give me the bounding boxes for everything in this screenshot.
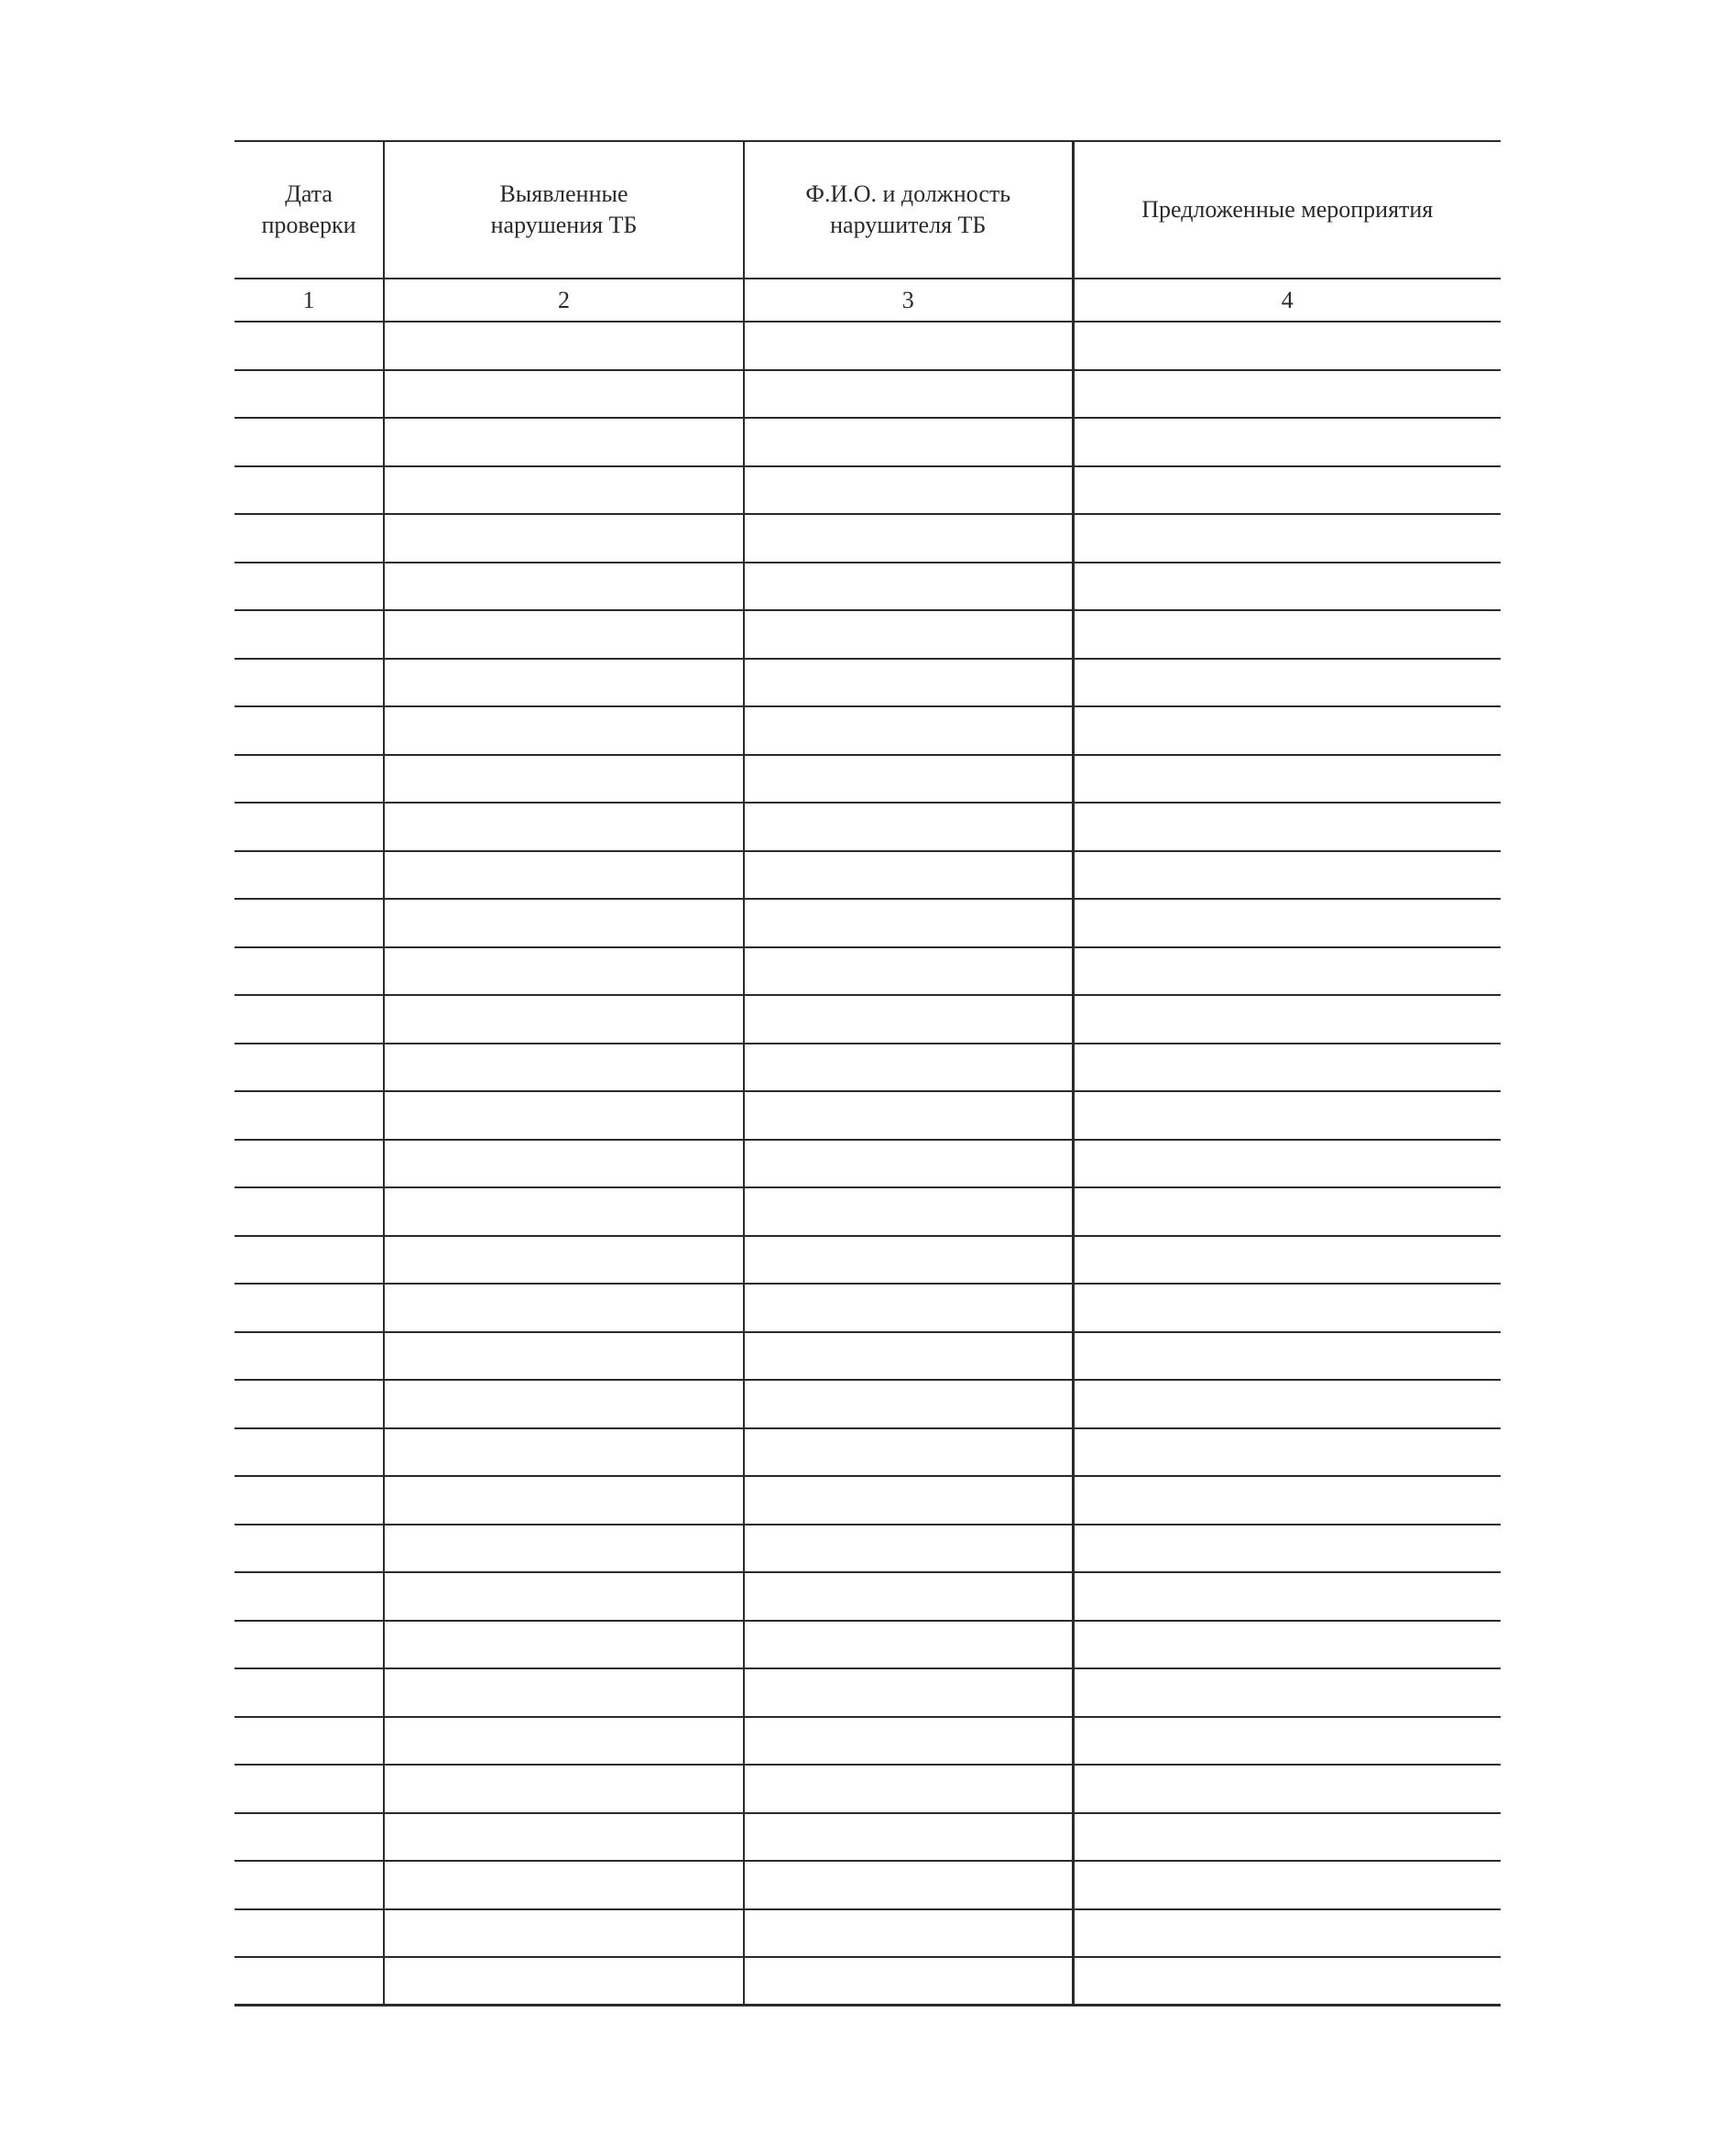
table-row — [235, 1284, 1501, 1332]
cell-violator — [744, 1525, 1073, 1573]
header-check-date — [235, 141, 384, 279]
header-measures — [1073, 141, 1501, 279]
cell-date — [235, 1572, 384, 1621]
cell-date — [235, 1380, 384, 1428]
cell-violations — [384, 1140, 744, 1188]
cell-violations — [384, 466, 744, 515]
table-row — [235, 659, 1501, 707]
header-row — [235, 141, 1501, 279]
header-check-date-line-1: Дата — [285, 180, 333, 207]
cell-violator — [744, 1428, 1073, 1477]
cell-violations — [384, 1909, 744, 1958]
cell-date — [235, 1428, 384, 1477]
cell-measures — [1073, 995, 1501, 1044]
table-row — [235, 1957, 1501, 2006]
column-number-1: 1 — [235, 279, 384, 322]
cell-date — [235, 1909, 384, 1958]
table-row — [235, 1717, 1501, 1766]
cell-violator — [744, 514, 1073, 563]
cell-date — [235, 1140, 384, 1188]
table-row — [235, 466, 1501, 515]
table-row — [235, 1187, 1501, 1236]
table-row — [235, 1861, 1501, 1909]
cell-violator — [744, 1861, 1073, 1909]
cell-date — [235, 706, 384, 755]
cell-violations — [384, 1765, 744, 1813]
header-violations-line-2: нарушения ТБ — [490, 212, 638, 238]
cell-date — [235, 610, 384, 659]
cell-violator — [744, 803, 1073, 851]
cell-violator — [744, 1476, 1073, 1525]
table-body — [235, 322, 1501, 2006]
cell-measures — [1073, 1140, 1501, 1188]
cell-violations — [384, 1861, 744, 1909]
cell-date — [235, 1621, 384, 1669]
table-row — [235, 995, 1501, 1044]
cell-measures — [1073, 418, 1501, 466]
cell-measures — [1073, 322, 1501, 370]
cell-violator — [744, 418, 1073, 466]
cell-date — [235, 466, 384, 515]
cell-date — [235, 322, 384, 370]
cell-date — [235, 1668, 384, 1717]
cell-violations — [384, 1572, 744, 1621]
cell-date — [235, 803, 384, 851]
table-row — [235, 851, 1501, 900]
cell-violator — [744, 1091, 1073, 1140]
cell-violations — [384, 1091, 744, 1140]
cell-measures — [1073, 1525, 1501, 1573]
cell-date — [235, 1957, 384, 2006]
table-row — [235, 514, 1501, 563]
cell-date — [235, 1525, 384, 1573]
table-row — [235, 322, 1501, 370]
header-violator — [744, 141, 1073, 279]
cell-date — [235, 1044, 384, 1092]
table-row — [235, 1380, 1501, 1428]
cell-violator — [744, 1380, 1073, 1428]
cell-measures — [1073, 1813, 1501, 1862]
cell-measures — [1073, 370, 1501, 419]
cell-violator — [744, 995, 1073, 1044]
cell-violator — [744, 1957, 1073, 2006]
cell-measures — [1073, 514, 1501, 563]
cell-violator — [744, 1187, 1073, 1236]
table-row — [235, 899, 1501, 947]
cell-date — [235, 370, 384, 419]
table-row — [235, 1476, 1501, 1525]
cell-violations — [384, 370, 744, 419]
cell-violations — [384, 947, 744, 996]
cell-violations — [384, 322, 744, 370]
table-row — [235, 1621, 1501, 1669]
cell-violator — [744, 947, 1073, 996]
cell-violations — [384, 514, 744, 563]
cell-measures — [1073, 1380, 1501, 1428]
cell-date — [235, 1476, 384, 1525]
cell-date — [235, 563, 384, 611]
header-check-date-line-2: проверки — [261, 212, 356, 238]
table-row — [235, 563, 1501, 611]
cell-measures — [1073, 1668, 1501, 1717]
cell-violations — [384, 1332, 744, 1381]
cell-violations — [384, 1476, 744, 1525]
cell-violations — [384, 1525, 744, 1573]
table-row — [235, 1668, 1501, 1717]
cell-violator — [744, 1621, 1073, 1669]
cell-measures — [1073, 899, 1501, 947]
table-row — [235, 1813, 1501, 1862]
cell-date — [235, 1765, 384, 1813]
table-row — [235, 1091, 1501, 1140]
table-row — [235, 803, 1501, 851]
cell-violator — [744, 1332, 1073, 1381]
cell-measures — [1073, 1236, 1501, 1285]
cell-measures — [1073, 1717, 1501, 1766]
cell-violator — [744, 370, 1073, 419]
cell-measures — [1073, 1861, 1501, 1909]
cell-violations — [384, 851, 744, 900]
header-violations-line-1: Выявленные — [499, 180, 628, 207]
cell-date — [235, 1332, 384, 1381]
cell-violations — [384, 1717, 744, 1766]
column-number-4: 4 — [1073, 279, 1501, 322]
cell-violator — [744, 1813, 1073, 1862]
cell-measures — [1073, 659, 1501, 707]
cell-violator — [744, 1717, 1073, 1766]
table-row — [235, 1332, 1501, 1381]
cell-violator — [744, 1572, 1073, 1621]
cell-measures — [1073, 466, 1501, 515]
cell-violations — [384, 1621, 744, 1669]
cell-violator — [744, 899, 1073, 947]
table-row — [235, 1765, 1501, 1813]
cell-measures — [1073, 1187, 1501, 1236]
cell-violations — [384, 659, 744, 707]
cell-measures — [1073, 803, 1501, 851]
cell-measures — [1073, 1957, 1501, 2006]
cell-violator — [744, 1236, 1073, 1285]
table-row — [235, 947, 1501, 996]
cell-violations — [384, 1236, 744, 1285]
cell-measures — [1073, 1621, 1501, 1669]
cell-violator — [744, 851, 1073, 900]
cell-date — [235, 659, 384, 707]
cell-date — [235, 851, 384, 900]
cell-violator — [744, 1909, 1073, 1958]
column-number-2: 2 — [384, 279, 744, 322]
table-row — [235, 1572, 1501, 1621]
cell-violations — [384, 899, 744, 947]
cell-violations — [384, 1668, 744, 1717]
cell-violator — [744, 706, 1073, 755]
cell-violator — [744, 563, 1073, 611]
cell-violations — [384, 418, 744, 466]
column-number-row — [235, 279, 1501, 322]
table-row — [235, 1140, 1501, 1188]
cell-violations — [384, 1380, 744, 1428]
cell-date — [235, 899, 384, 947]
cell-violator — [744, 610, 1073, 659]
cell-violations — [384, 1957, 744, 2006]
table-row — [235, 1909, 1501, 1958]
cell-date — [235, 1861, 384, 1909]
cell-measures — [1073, 1332, 1501, 1381]
cell-measures — [1073, 851, 1501, 900]
cell-measures — [1073, 1044, 1501, 1092]
cell-violations — [384, 1284, 744, 1332]
cell-violator — [744, 755, 1073, 804]
cell-violations — [384, 755, 744, 804]
cell-violations — [384, 1813, 744, 1862]
cell-measures — [1073, 1428, 1501, 1477]
cell-violator — [744, 1284, 1073, 1332]
header-measures-line-1: Предложенные мероприятия — [1141, 196, 1434, 223]
cell-violator — [744, 1668, 1073, 1717]
cell-measures — [1073, 755, 1501, 804]
cell-measures — [1073, 1572, 1501, 1621]
table-row — [235, 755, 1501, 804]
cell-violations — [384, 1187, 744, 1236]
cell-violations — [384, 610, 744, 659]
table-row — [235, 1525, 1501, 1573]
cell-measures — [1073, 1765, 1501, 1813]
column-number-3: 3 — [744, 279, 1073, 322]
table-row — [235, 418, 1501, 466]
cell-date — [235, 1091, 384, 1140]
cell-violations — [384, 803, 744, 851]
cell-violations — [384, 706, 744, 755]
cell-measures — [1073, 1909, 1501, 1958]
cell-violator — [744, 1140, 1073, 1188]
table-row — [235, 1236, 1501, 1285]
cell-violator — [744, 1765, 1073, 1813]
table-row — [235, 610, 1501, 659]
cell-violations — [384, 995, 744, 1044]
cell-violator — [744, 659, 1073, 707]
header-violations — [384, 141, 744, 279]
cell-measures — [1073, 1476, 1501, 1525]
cell-violations — [384, 1428, 744, 1477]
header-violator-line-2: нарушителя ТБ — [830, 212, 987, 238]
cell-measures — [1073, 563, 1501, 611]
cell-measures — [1073, 706, 1501, 755]
violations-log-table — [235, 140, 1501, 2006]
cell-date — [235, 947, 384, 996]
table-row — [235, 370, 1501, 419]
cell-violations — [384, 563, 744, 611]
cell-violator — [744, 466, 1073, 515]
cell-date — [235, 1187, 384, 1236]
cell-date — [235, 995, 384, 1044]
cell-date — [235, 1813, 384, 1862]
cell-measures — [1073, 1284, 1501, 1332]
header-violator-line-1: Ф.И.О. и должность — [805, 180, 1011, 207]
cell-date — [235, 1717, 384, 1766]
cell-violator — [744, 1044, 1073, 1092]
cell-date — [235, 1236, 384, 1285]
cell-violator — [744, 322, 1073, 370]
cell-measures — [1073, 947, 1501, 996]
table-row — [235, 1428, 1501, 1477]
cell-date — [235, 514, 384, 563]
table-row — [235, 706, 1501, 755]
table-row — [235, 1044, 1501, 1092]
cell-date — [235, 418, 384, 466]
cell-violations — [384, 1044, 744, 1092]
cell-date — [235, 1284, 384, 1332]
cell-measures — [1073, 610, 1501, 659]
cell-measures — [1073, 1091, 1501, 1140]
cell-date — [235, 755, 384, 804]
